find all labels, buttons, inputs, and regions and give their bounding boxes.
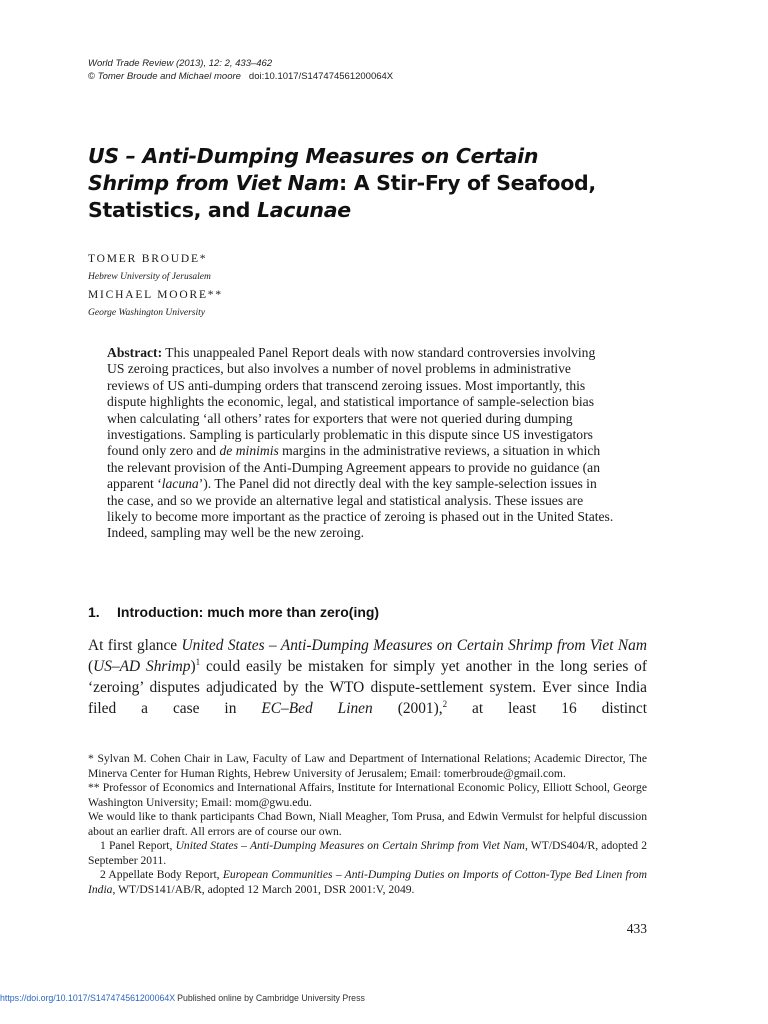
footnote-2: 2 Appellate Body Report, European Communities – Anti-Dumping Duties on Imports of Cotton-Type Bed Linen from India, WT/DS141/AB/R, adopted 12 March 2001, DSR 2001:V, 2049. — [88, 868, 647, 896]
author-block — [88, 250, 223, 322]
article-title: US – Anti-Dumping Measures on Certain Shrimp from Viet Nam: A Stir-Fry of Seafood, Statistics, and Lacunae — [88, 144, 596, 222]
author-affiliation: Hebrew University of Jerusalem — [88, 272, 211, 282]
footnote-ref: 1 — [195, 656, 201, 667]
section-heading — [88, 604, 379, 620]
intro-paragraph: At first glance United States – Anti-Dumping Measures on Certain Shrimp from Viet Nam (US–AD Shrimp)$^1$ could easily be mistaken for simply yet another in the long series of ‘zeroing’ disputes adjudicated by the WTO dispute-settlement system. Ever since India filed a case in EC–Bed Linen (2001),$^2$ at least 16 distinct — [88, 637, 647, 717]
footnote-1: 1 Panel Report, United States – Anti-Dumping Measures on Certain Shrimp from Viet Nam, WT/DS404/R, adopted 2 September 2011. — [88, 839, 647, 867]
acknowledgement: We would like to thank participants Chad Bown, Niall Meagher, Tom Prusa, and Edwin Vermulst for helpful discussion about an earlier draft. All errors are of course our own. — [88, 810, 647, 838]
footnote-author-1: * Sylvan M. Cohen Chair in Law, Faculty of Law and Department of International Relations; Academic Director, The Minerva Center for Human Rights, Hebrew University of Jerusalem; Email: tomerbroude@gmail.com. — [88, 752, 647, 780]
copyright-line — [88, 70, 393, 83]
journal-citation: World Trade Review (2013), 12: 2, 433–462 — [88, 58, 273, 69]
published-online-text: Published online by Cambridge University Press — [177, 993, 365, 1003]
article-metadata — [88, 57, 393, 83]
publisher-footer — [0, 993, 365, 1003]
footnote-ref: 2 — [442, 698, 448, 709]
page-number: 433 — [626, 921, 647, 936]
author-affiliation: George Washington University — [88, 308, 205, 318]
section-number: 1. — [88, 604, 100, 620]
copyright-symbol: © — [88, 71, 95, 82]
footnote-author-2: ** Professor of Economics and International Affairs, Institute for International Economic Policy, Elliott School, George Washington University; Email: mom@gwu.edu. — [88, 781, 647, 809]
copyright-holders: Tomer Broude and Michael moore — [97, 71, 241, 82]
doi-text: doi:10.1017/S147474561200064X — [248, 71, 394, 82]
abstract-label: Abstract: — [107, 345, 163, 360]
section-title: Introduction: much more than zero(ing) — [117, 604, 380, 620]
abstract: Abstract: This unappealed Panel Report deals with now standard controversies involving US zeroing practices, but also involves a number of novel problems in administrative reviews of US anti-dumping orders that transcend zeroing issues. Most importantly, this dispute highlights the economic, legal, and statistical importance of sample-selection bias when calculating ‘all others’ rates for exporters that were not queried during dumping investigations. Sampling is particularly problematic in this dispute since US investigators found only zero and de minimis margins in the administrative reviews, a situation in which the relevant provision of the Anti-Dumping Agreement appears to provide no guidance (an apparent ‘lacuna’). The Panel did not directly deal with the key sample-selection issues in the case, and so we provide an alternative legal and statistical analysis. These issues are likely to become more important as the practice of zeroing is phased out in the United States. Indeed, sampling may well be the new zeroing. — [107, 345, 614, 541]
author-name: MICHAEL MOORE** — [88, 289, 223, 301]
footnotes — [88, 752, 647, 897]
doi-link[interactable]: https://doi.org/10.1017/S147474561200064X — [0, 993, 176, 1003]
author-name: TOMER BROUDE* — [88, 253, 208, 265]
